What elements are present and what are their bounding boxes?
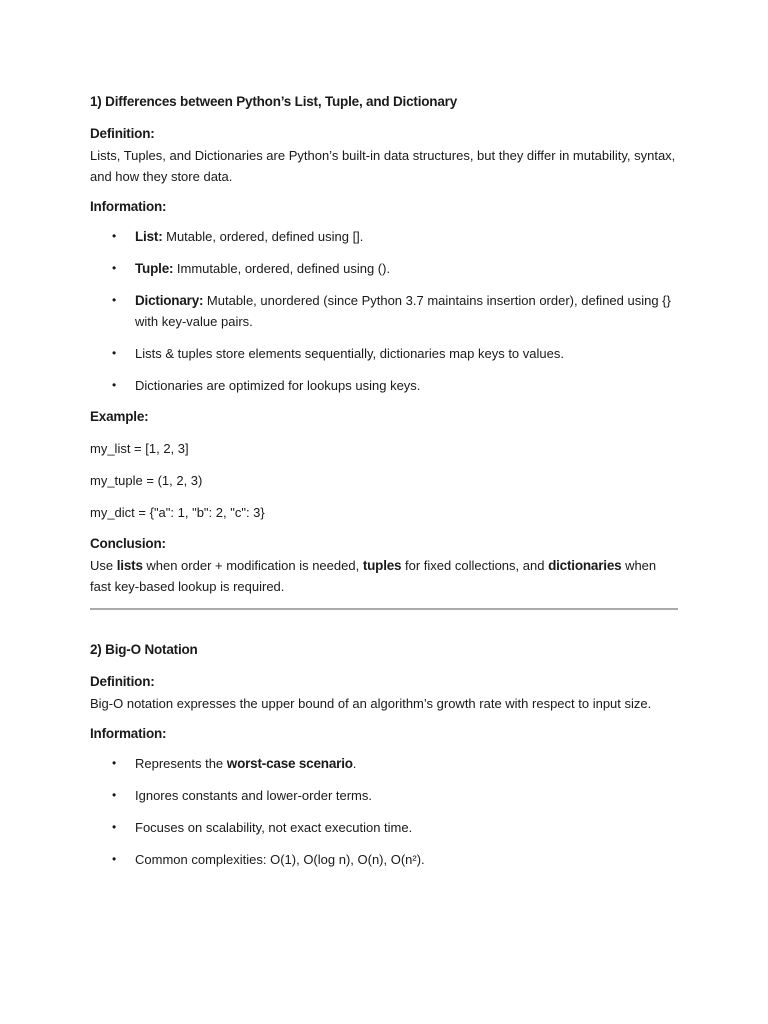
- bullet-icon: •: [112, 261, 117, 275]
- example-tuple-line: my_tuple = (1, 2, 3): [90, 473, 203, 488]
- example-dict-line: my_dict = {"a": 1, "b": 2, "c": 3}: [90, 505, 265, 520]
- bullet-text: Ignores constants and lower-order terms.: [135, 788, 372, 803]
- list-item: [90, 785, 680, 806]
- list-item: [90, 343, 680, 364]
- bullet-text: Mutable, ordered, defined using [].: [162, 229, 364, 244]
- list-item: [90, 753, 680, 774]
- conclusion-emphasis-tuples: tuples: [362, 558, 402, 573]
- bullet-icon: •: [112, 378, 117, 392]
- example-list-line: my_list = [1, 2, 3]: [90, 441, 189, 456]
- bullet-icon: •: [112, 293, 117, 307]
- bullet-icon: •: [112, 346, 117, 360]
- document-page: [90, 92, 680, 881]
- bullet-text: Dictionaries are optimized for lookups using keys.: [135, 378, 421, 393]
- bullet-emphasis: worst-case scenario: [226, 756, 353, 771]
- section-1-conclusion-label: Conclusion:: [90, 536, 166, 551]
- section-2-information-list: [90, 753, 680, 870]
- conclusion-emphasis-lists: lists: [116, 558, 143, 573]
- bullet-text: Mutable, unordered (since Python 3.7 maintains insertion order), defined using {} with key-value pairs.: [135, 293, 671, 329]
- list-item: [90, 226, 680, 247]
- list-item: [90, 817, 680, 838]
- section-2-definition-text: Big-O notation expresses the upper bound of an algorithm’s growth rate with respect to input size.: [90, 696, 652, 711]
- bullet-text: Immutable, ordered, defined using ().: [173, 261, 391, 276]
- section-divider: [90, 608, 678, 610]
- section-1-definition-text: Lists, Tuples, and Dictionaries are Python’s built-in data structures, but they differ in mutability, syntax, and how they store data.: [90, 148, 676, 184]
- conclusion-part: Use: [90, 558, 117, 573]
- list-item: [90, 290, 680, 332]
- bullet-text: Represents the: [135, 756, 227, 771]
- section-1-title: 1) Differences between Python’s List, Tuple, and Dictionary: [90, 94, 458, 109]
- bullet-icon: •: [112, 852, 117, 866]
- bullet-text: Focuses on scalability, not exact execution time.: [135, 820, 413, 835]
- section-1-information-list: [90, 226, 680, 396]
- conclusion-part: when order + modification is needed,: [142, 558, 363, 573]
- list-item: [90, 849, 680, 870]
- section-1-definition-label: Definition:: [90, 126, 155, 141]
- conclusion-part: when fast key-based lookup is required.: [90, 558, 657, 594]
- conclusion-part: for fixed collections, and: [401, 558, 549, 573]
- bullet-icon: •: [112, 820, 117, 834]
- bullet-term: List:: [135, 229, 163, 244]
- section-2-definition-label: Definition:: [90, 674, 155, 689]
- section-2-title: 2) Big-O Notation: [90, 642, 198, 657]
- bullet-text: Common complexities: O(1), O(log n), O(n), O(n²).: [135, 852, 425, 867]
- bullet-text: Lists & tuples store elements sequentially, dictionaries map keys to values.: [135, 346, 564, 361]
- bullet-icon: •: [112, 756, 117, 770]
- list-item: [90, 258, 680, 279]
- bullet-text: .: [352, 756, 357, 771]
- section-2-information-label: Information:: [90, 726, 167, 741]
- bullet-term: Tuple:: [135, 261, 174, 276]
- section-1-conclusion-text: [90, 555, 680, 597]
- section-1-information-label: Information:: [90, 199, 167, 214]
- bullet-term: Dictionary:: [135, 293, 204, 308]
- list-item: [90, 375, 680, 396]
- conclusion-emphasis-dictionaries: dictionaries: [548, 558, 622, 573]
- bullet-icon: •: [112, 229, 117, 243]
- section-1-example-label: Example:: [90, 409, 149, 424]
- bullet-icon: •: [112, 788, 117, 802]
